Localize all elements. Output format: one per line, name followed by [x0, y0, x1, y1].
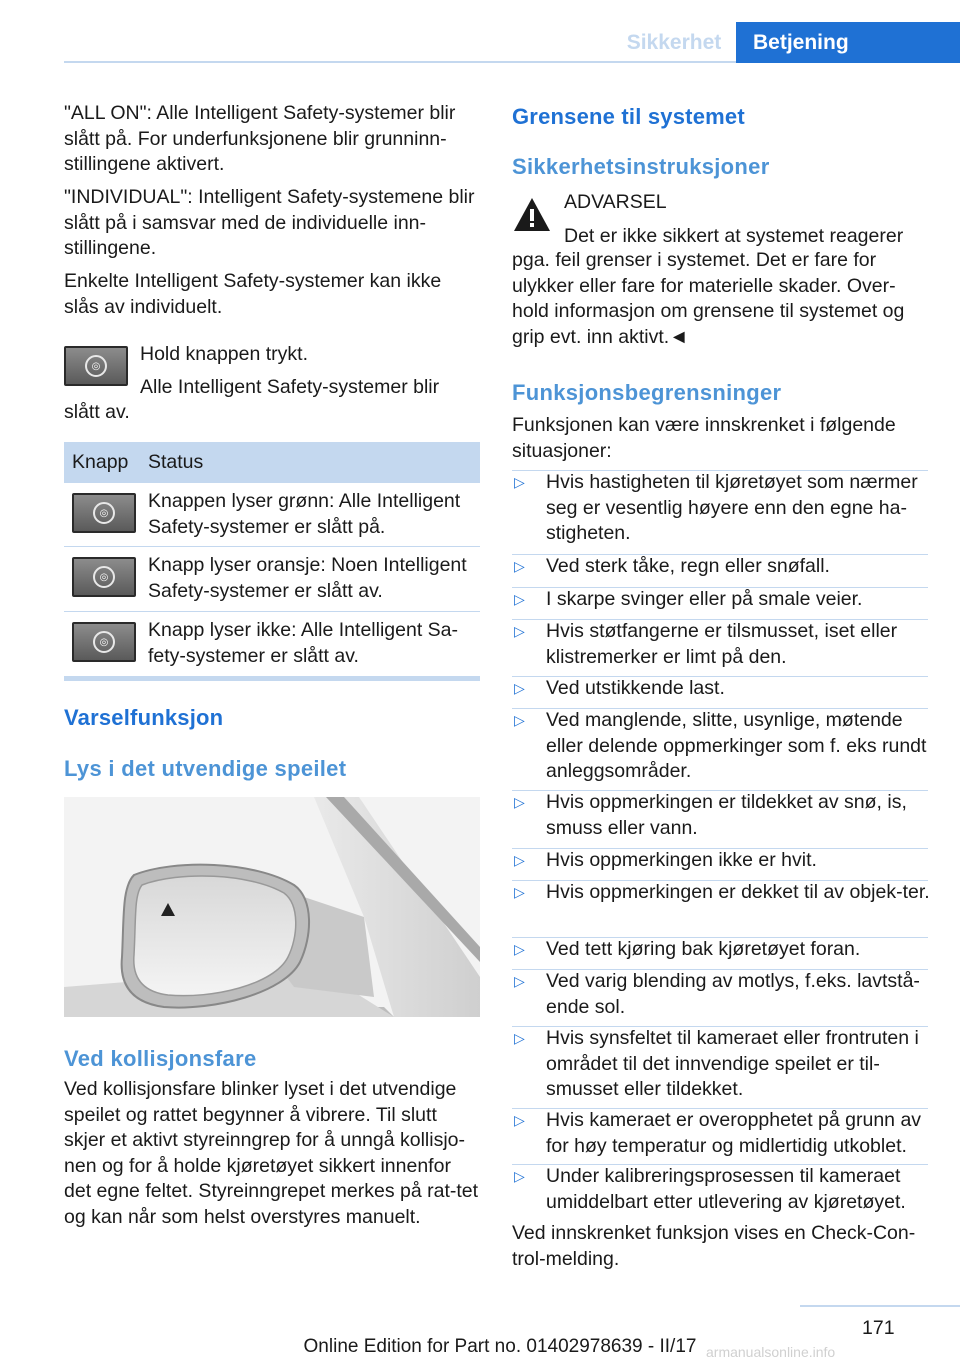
list-item-text: Ved manglende, slitte, usynlige, møtende eller delende oppmerkinger som f. eks rundt anleggsområder. [546, 709, 927, 782]
safety-button-icon: ◎ [93, 566, 115, 588]
heading-kollisjonsfare: Ved kollisjonsfare [64, 1046, 257, 1071]
page-number: 171 [862, 1317, 895, 1339]
bullet-triangle-icon: ▷ [514, 794, 525, 810]
table-cell-status: Knapp lyser ikke: Alle Intelligent Sa-fety-systemer er slått av. [148, 619, 459, 667]
table-cell-status: Knappen lyser grønn: Alle Intelligent Safety-systemer er slått på. [148, 490, 461, 538]
button-image-orange [72, 557, 136, 597]
bullet-triangle-icon: ▷ [514, 1112, 525, 1128]
list-item-text: Hvis oppmerkingen er dekket til av objek-ter. [546, 881, 930, 903]
heading-sikkerhetsinstruksjoner: Sikkerhetsinstruksjoner [512, 154, 770, 179]
page-number-rule [800, 1305, 960, 1307]
list-item-text: Hvis støtfangerne er tilsmusset, iset eller klistremerker er limt på den. [546, 620, 898, 668]
paragraph-kollisjonsfare: Ved kollisjonsfare blinker lyset i det utvendige speilet og rattet begynner å vibrere. Til slutt skjer et aktivt styreinngrep for å unngå kollisjo-nen og for å holde kjøretøyet sikkert innenfor det egne feltet. Styreinngrepet merkes på rat-tet og kan når som helst overstyres manuelt. [64, 1078, 479, 1228]
watermark: armanualsonline.info [706, 1344, 836, 1360]
paragraph-funksjon: Funksjonen kan være innskrenket i følgende situasjoner: [512, 414, 896, 462]
bullet-triangle-icon: ▷ [514, 474, 525, 490]
button-image-green [72, 493, 136, 533]
warning-title: ADVARSEL [564, 191, 667, 213]
heading-grensene: Grensene til systemet [512, 104, 745, 129]
table-header-knapp: Knapp [72, 451, 129, 473]
paragraph-check-control: Ved innskrenket funksjon vises en Check-Con-trol-melding. [512, 1222, 916, 1270]
bullet-triangle-icon: ▷ [514, 852, 525, 868]
bullet-triangle-icon: ▷ [514, 712, 525, 728]
bullet-triangle-icon: ▷ [514, 884, 525, 900]
list-item-text: Under kalibreringsprosessen til kameraet umiddelbart etter utlevering av kjøretøyet. [546, 1165, 906, 1213]
table-cell-status: Knapp lyser oransje: Noen Intelligent Safety-systemer er slått av. [148, 554, 467, 602]
hold-result: Alle Intelligent Safety-systemer blir [140, 376, 440, 398]
list-item-text: Ved sterk tåke, regn eller snøfall. [546, 555, 830, 577]
table-row [64, 483, 480, 547]
bullet-triangle-icon: ▷ [514, 680, 525, 696]
heading-funksjonsbegrensninger: Funksjonsbegrensninger [512, 380, 782, 405]
paragraph-individual: "INDIVIDUAL": Intelligent Safety-systemene blir slått på i samsvar med de individuelle inn-stillingene. [64, 186, 475, 259]
list-item-text: Hvis kameraet er overopphetet på grunn av for høy temperatur og midlertidig utkoblet. [546, 1109, 922, 1157]
list-item-text: Ved utstikkende last. [546, 677, 725, 699]
list-item-text: Hvis synsfeltet til kameraet eller frontruten i området til det innvendige speilet er til-smusset eller tildekket. [546, 1027, 919, 1100]
warning-line1: Det er ikke sikkert at systemet reagerer [564, 225, 904, 247]
table-row [64, 547, 480, 612]
heading-lys-speilet: Lys i det utvendige speilet [64, 756, 347, 781]
table-end-rule [64, 676, 480, 681]
heading-varselfunksjon: Varselfunksjon [64, 705, 224, 730]
safety-button-icon: ◎ [85, 355, 107, 377]
hold-result-cont: slått av. [64, 401, 130, 423]
safety-button-icon: ◎ [93, 502, 115, 524]
status-table [64, 442, 480, 676]
list-item-text: Hvis oppmerkingen ikke er hvit. [546, 849, 817, 871]
table-header-status: Status [148, 451, 204, 473]
list-item-text: I skarpe svinger eller på smale veier. [546, 588, 863, 610]
list-item-text: Hvis hastigheten til kjøretøyet som nærmer seg er vesentlig høyere enn den egne ha-stigheten. [546, 471, 918, 544]
tab-betjening[interactable]: Betjening [736, 22, 960, 63]
table-row [64, 612, 480, 676]
bullet-triangle-icon: ▷ [514, 1030, 525, 1046]
safety-button-image [64, 346, 128, 386]
edition-footer: Online Edition for Part no. 01402978639 - II/17 [303, 1336, 697, 1357]
bullet-triangle-icon: ▷ [514, 1168, 525, 1184]
list-item-text: Ved tett kjøring bak kjøretøyet foran. [546, 938, 861, 960]
safety-button-icon: ◎ [93, 631, 115, 653]
table-header [64, 442, 480, 483]
bullet-triangle-icon: ▷ [514, 941, 525, 957]
list-item-text: Ved varig blending av motlys, f.eks. lavtstå-ende sol. [546, 970, 920, 1018]
paragraph-all-on: "ALL ON": Alle Intelligent Safety-systemer blir slått på. For underfunksjonene blir grunninn-stillingene aktivert. [64, 102, 456, 175]
tab-sikkerhet[interactable]: Sikkerhet [626, 30, 722, 54]
bullet-triangle-icon: ▷ [514, 623, 525, 639]
button-image-off [72, 622, 136, 662]
paragraph-enkelte: Enkelte Intelligent Safety-systemer kan ikke slås av individuelt. [64, 270, 442, 318]
mirror-illustration [64, 797, 480, 1017]
warning-icon [512, 196, 552, 233]
bullet-triangle-icon: ▷ [514, 558, 525, 574]
warning-text: pga. feil grenser i systemet. Det er fare for ulykker eller fare for materielle skader. Over-hold informasjon om grensene til systemet og grip evt. inn aktivt.◄ [512, 249, 905, 348]
list-item-text: Hvis oppmerkingen er tildekket av snø, is, smuss eller vann. [546, 791, 907, 839]
bullet-triangle-icon: ▷ [514, 973, 525, 989]
hold-instruction: Hold knappen trykt. [140, 343, 309, 365]
bullet-triangle-icon: ▷ [514, 591, 525, 607]
